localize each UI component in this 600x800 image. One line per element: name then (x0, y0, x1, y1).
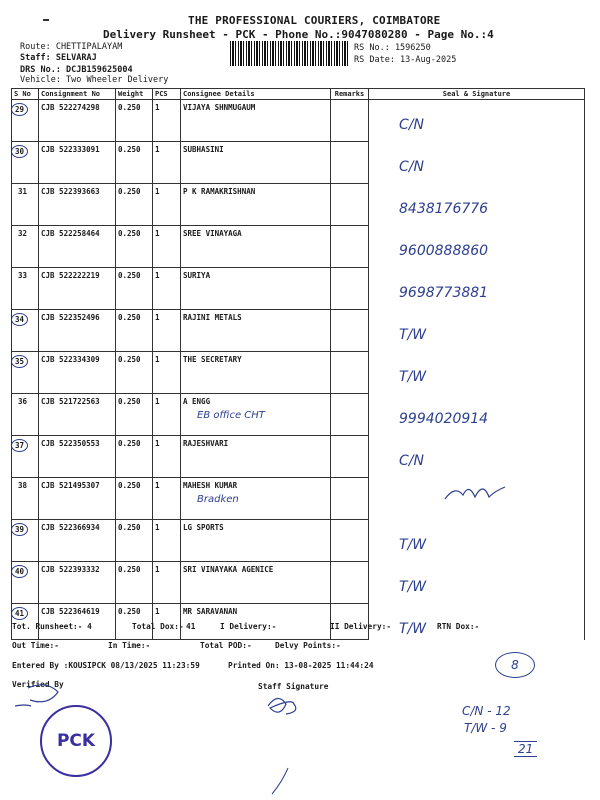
staff-label: Staff: SELVARAJ (20, 53, 97, 63)
total-dox-label: Total Dox:- (132, 622, 184, 631)
stray-stroke (272, 768, 288, 794)
col-sno: S No (12, 89, 39, 100)
runsheet-subtitle: Delivery Runsheet - PCK - Phone No.:9047080280 - Page No.:4 (103, 28, 494, 41)
serial-number: 36 (18, 397, 28, 406)
total-runsheet: Tot. Runsheet:- 4 (12, 622, 92, 631)
count-text: 8 (511, 658, 519, 672)
pcs-cell: 1 (153, 226, 181, 268)
printed-on: Printed On: 13-08-2025 11:44:24 (228, 661, 374, 670)
pcs-cell: 1 (153, 394, 181, 436)
weight-cell: 0.250 (116, 310, 153, 352)
consignee-name: RAJESHVARI (183, 439, 229, 448)
serial-number: 31 (18, 187, 28, 196)
handwritten-signature: T/W (399, 578, 427, 595)
staff-signature-scribble (268, 698, 296, 714)
handwritten-signature: C/N (399, 452, 424, 469)
company-title: THE PROFESSIONAL COURIERS, COIMBATORE (188, 14, 441, 27)
ii-delivery: II Delivery:- (330, 622, 392, 631)
pcs-cell: 1 (153, 310, 181, 352)
consignment-cell: CJB 522393332 (39, 562, 116, 604)
weight-cell: 0.250 (116, 184, 153, 226)
rtn-dox: RTN Dox:- (437, 622, 480, 631)
weight-cell: 0.250 (116, 436, 153, 478)
pcs-cell: 1 (153, 520, 181, 562)
drs-number: DRS No.: DCJB159625004 (20, 65, 133, 75)
total-dox-value: 41 (186, 622, 196, 631)
handwritten-signature: T/W (399, 620, 427, 637)
consignee-name: A ENGG (183, 397, 211, 406)
pcs-cell: 1 (153, 436, 181, 478)
total-pod: Total POD:- (200, 641, 252, 650)
pcs-cell: 1 (153, 184, 181, 226)
consignment-cell: CJB 522222219 (39, 268, 116, 310)
handwritten-signature: T/W (399, 536, 427, 553)
serial-number: 37 (12, 439, 29, 452)
consignee-name: MAHESH KUMAR (183, 481, 238, 490)
col-remarks: Remarks (331, 89, 369, 100)
tally-cn: C/N - 12 (462, 704, 511, 718)
col-signature: Seal & Signature (369, 89, 585, 100)
serial-number: 35 (12, 355, 29, 368)
consignee-name: SUBHASINI (183, 145, 224, 154)
handwritten-signature: 9600888860 (399, 242, 489, 259)
consignment-cell: CJB 522393663 (39, 184, 116, 226)
handwritten-signature: C/N (399, 158, 424, 175)
weight-cell: 0.250 (116, 226, 153, 268)
consignment-cell: CJB 521722563 (39, 394, 116, 436)
handwritten-signature: T/W (399, 326, 427, 343)
consignee-name: VIJAYA SHNMUGAUM (183, 103, 256, 112)
weight-cell: 0.250 (116, 394, 153, 436)
handwritten-signature: C/N (399, 117, 424, 133)
col-weight: Weight (116, 89, 153, 100)
stamp-text: PCK (56, 731, 96, 751)
route-label: Route: CHETTIPALAYAM (20, 42, 123, 52)
staff-signature: Staff Signature (258, 682, 329, 691)
pcs-cell: 1 (153, 100, 181, 142)
verified-signature (15, 685, 58, 706)
serial-number: 29 (12, 103, 29, 116)
weight-cell: 0.250 (116, 478, 153, 520)
consignee-name: SURIYA (183, 271, 211, 280)
rs-date: RS Date: 13-Aug-2025 (354, 55, 457, 65)
handwritten-signature: 9994020914 (399, 410, 489, 427)
weight-cell: 0.250 (116, 520, 153, 562)
weight-cell: 0.250 (116, 100, 153, 142)
verified-by: Verified By (12, 680, 64, 689)
out-time: Out Time:- (12, 641, 59, 650)
serial-number: 30 (12, 145, 29, 158)
pcs-cell: 1 (153, 142, 181, 184)
handwritten-signature: T/W (399, 368, 427, 385)
col-consignment: Consignment No (39, 89, 116, 100)
weight-cell: 0.250 (116, 268, 153, 310)
weight-cell: 0.250 (116, 142, 153, 184)
serial-number: 39 (12, 523, 29, 536)
consignee-name: SREE VINAYAGA (183, 229, 242, 238)
weight-cell: 0.250 (116, 562, 153, 604)
handwritten-note: EB office CHT (197, 410, 265, 421)
handwritten-signature: 8438176776 (399, 200, 489, 217)
handwritten-note: Bradken (197, 494, 239, 505)
tally-total: 21 (514, 741, 537, 757)
pcs-cell: 1 (153, 268, 181, 310)
weight-cell: 0.250 (116, 604, 153, 640)
consignee-name: MR SARAVANAN (183, 607, 238, 616)
consignment-cell: CJB 522258464 (39, 226, 116, 268)
consignment-cell: CJB 522274298 (39, 100, 116, 142)
consignee-name: RAJINI METALS (183, 313, 242, 322)
consignment-cell: CJB 522334309 (39, 352, 116, 394)
handwritten-signature: 9698773881 (399, 284, 489, 301)
consignment-cell: CJB 522364619 (39, 604, 116, 640)
pcs-cell: 1 (153, 562, 181, 604)
serial-number: 32 (18, 229, 28, 238)
tally-tw: T/W - 9 (464, 721, 507, 735)
entered-by: Entered By :KOUSIPCK 08/13/2025 11:23:59 (12, 661, 200, 670)
consignment-cell: CJB 522366934 (39, 520, 116, 562)
vehicle-label: Vehicle: Two Wheeler Delivery (20, 75, 169, 85)
consignee-name: LG SPORTS (183, 523, 224, 532)
serial-number: 41 (12, 607, 29, 620)
consignment-cell: CJB 522350553 (39, 436, 116, 478)
col-consignee: Consignee Details (181, 89, 331, 100)
delivery-points: Delvy Points:- (275, 641, 341, 650)
serial-number: 38 (18, 481, 28, 490)
consignment-cell: CJB 521495307 (39, 478, 116, 520)
serial-number: 33 (18, 271, 28, 280)
rs-number: RS No.: 1596250 (354, 43, 431, 53)
i-delivery: I Delivery:- (220, 622, 277, 631)
consignment-cell: CJB 522333091 (39, 142, 116, 184)
serial-number: 40 (12, 565, 29, 578)
consignee-name: THE SECRETARY (183, 355, 242, 364)
pcs-cell: 1 (153, 352, 181, 394)
consignee-name: P K RAMAKRISHNAN (183, 187, 256, 196)
consignment-cell: CJB 522352496 (39, 310, 116, 352)
col-pcs: PCS (153, 89, 181, 100)
pcs-cell: 1 (153, 478, 181, 520)
pcs-cell: 1 (153, 604, 181, 640)
consignee-name: SRI VINAYAKA AGENICE (183, 565, 274, 574)
weight-cell: 0.250 (116, 352, 153, 394)
serial-number: 34 (12, 313, 29, 326)
in-time: In Time:- (108, 641, 151, 650)
